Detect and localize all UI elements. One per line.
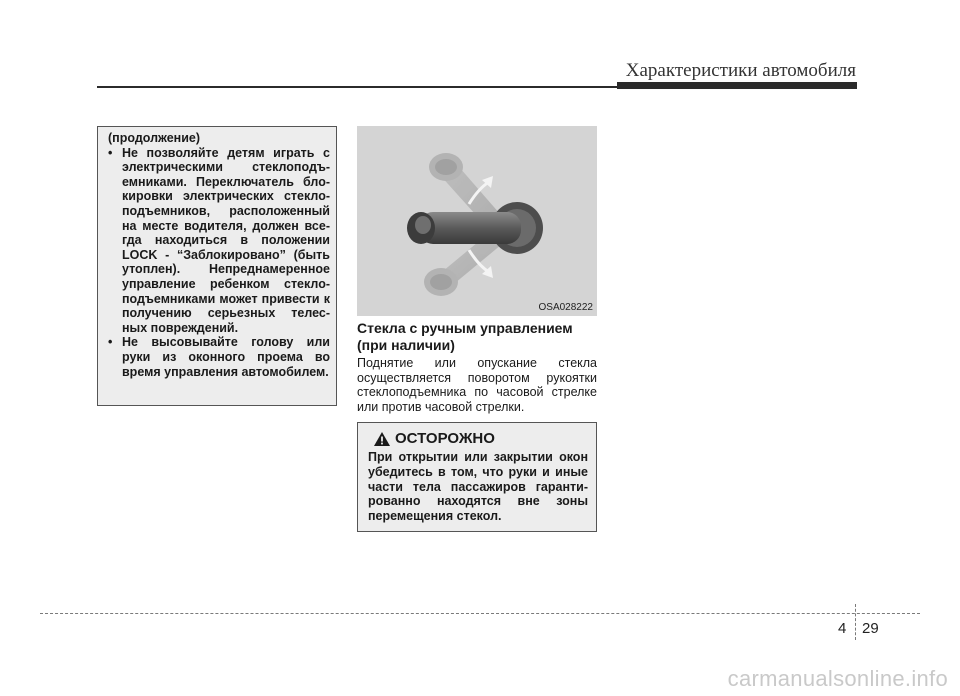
caution-box [357,422,597,532]
section-heading: Стекла с ручным управлением (при наличии) [357,320,573,353]
page-number: 29 [862,620,879,637]
caution-text: При открытии или закрытии окон убедитесь в том, что руки и иные части тела пассажиров гаранти-рованно находятся вне зоны перемещения стекол. [368,450,588,524]
caution-header [373,431,588,447]
page-header-title: Характеристики автомобиля [625,60,856,81]
section-body-text: Поднятие или опускание стекла осуществляется поворотом рукоятки стеклоподъемника по часовой стрелке или против часовой стрелки. [357,356,597,414]
continuation-warning-box [97,126,337,406]
watermark-text: carmanualsonline.info [727,666,948,691]
warning-triangle-icon [373,431,391,447]
caution-title: ОСТОРОЖНО [395,429,495,447]
footer-rule [40,613,920,614]
window-crank-figure [357,126,597,316]
chapter-number: 4 [838,620,847,637]
figure-code: OSA028222 [538,302,593,313]
bullet-item: • Не позволяйте детям играть с электрическими стеклоподъ-емниками. Переключатель бло-кировки электрических стекло-подъемников, расположенный на месте водителя, должен все-гда находиться в положении LOCK - “Заблокировано” (быть утоплен). Непреднамеренное управление ребенком стекло-подъемниками может привести к получению серьезных телес-ных повреждений. [108,146,330,336]
bullet-item: • Не высовывайте голову или руки из оконного проема во время управления автомобилем. [108,335,330,379]
continuation-label: (продолжение) [108,131,201,145]
window-crank-handle-illustration [357,126,597,316]
header-rule [97,86,857,88]
page-number-divider [855,604,856,640]
continuation-bullet-list [108,146,330,380]
